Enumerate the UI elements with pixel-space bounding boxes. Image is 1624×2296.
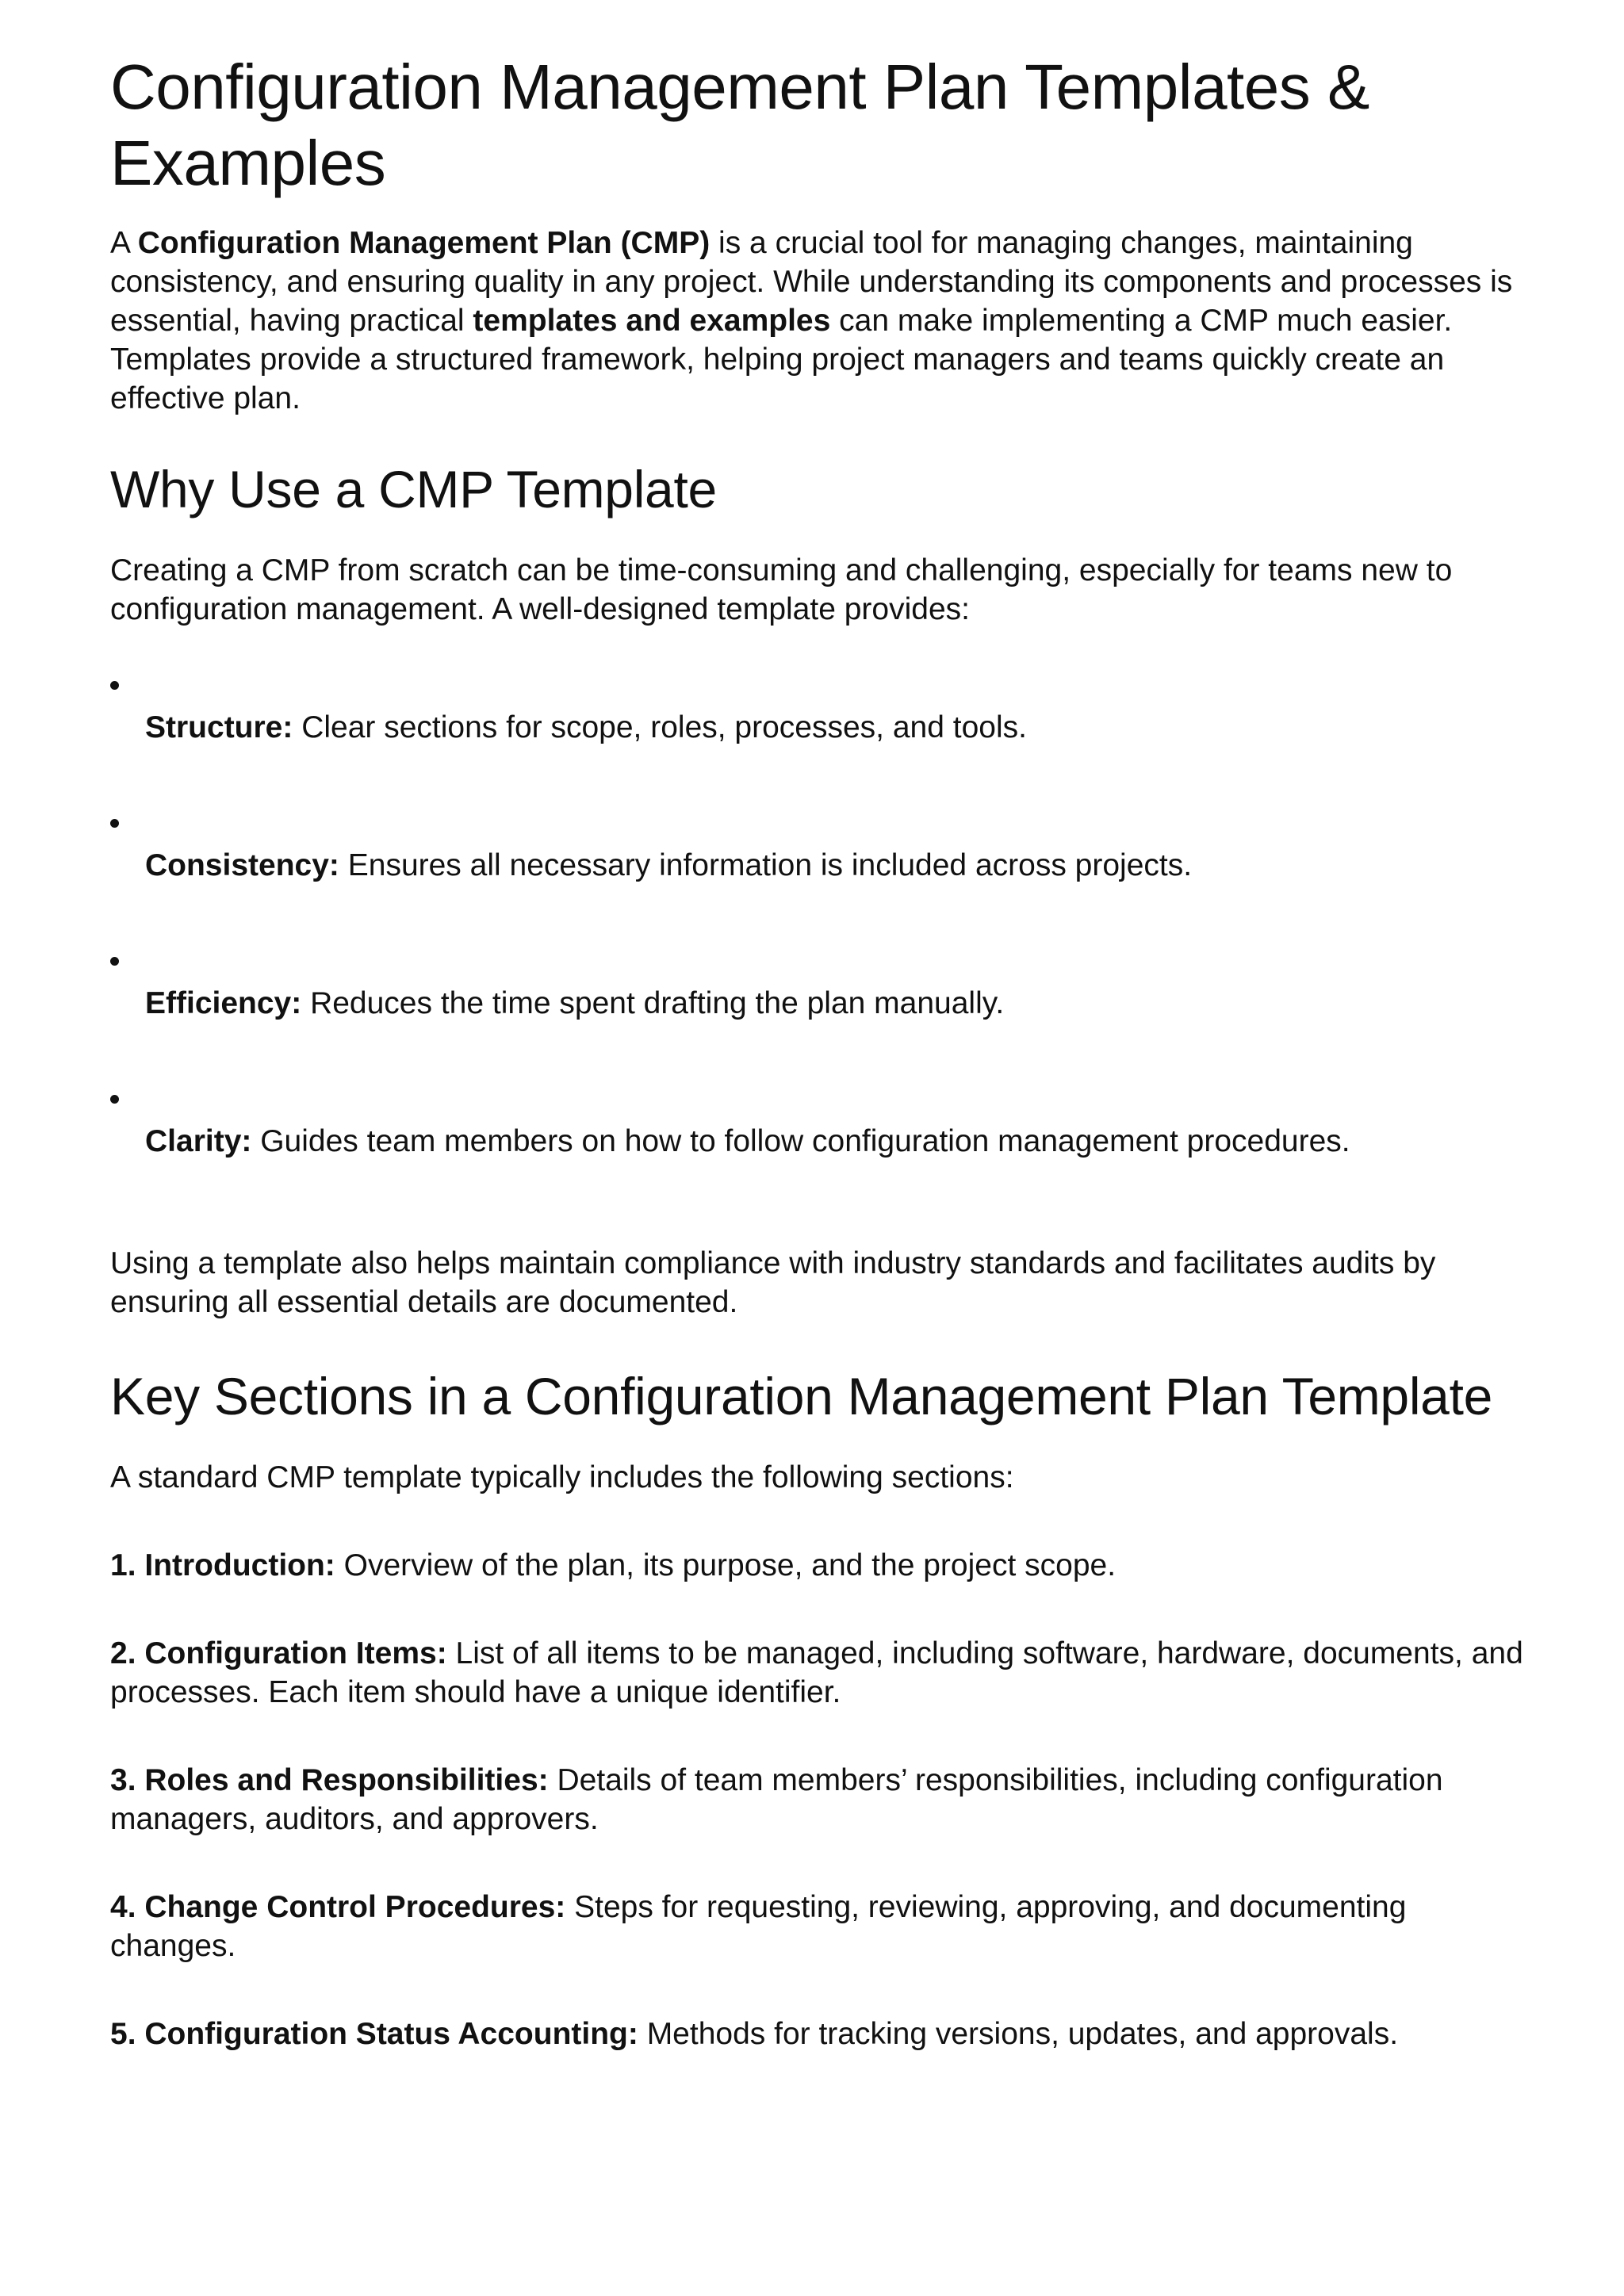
intro-bold-cmp: Configuration Management Plan (CMP) bbox=[137, 226, 710, 260]
list-item-label: 4. Change Control Procedures: bbox=[110, 1890, 566, 1924]
key-lead-paragraph: A standard CMP template typically includes the following sections: bbox=[110, 1460, 1014, 1494]
list-item-text bbox=[145, 708, 1027, 747]
list-item-text bbox=[110, 2015, 1530, 2053]
list-item-text bbox=[145, 846, 1192, 885]
list-item-body: Reduces the time spent drafting the plan manually. bbox=[301, 986, 1005, 1020]
list-item-text bbox=[110, 1634, 1530, 1712]
list-item bbox=[110, 681, 1530, 819]
list-item-text bbox=[145, 1122, 1350, 1161]
why-heading: Why Use a CMP Template bbox=[110, 460, 717, 519]
list-item-label: Structure: bbox=[145, 710, 293, 744]
why-closing-paragraph: Using a template also helps maintain compliance with industry standards and facilitates audits by ensuring all essential details are documented. bbox=[110, 1246, 1436, 1319]
document-page bbox=[110, 49, 1530, 2053]
list-item-body: Methods for tracking versions, updates, and approvals. bbox=[638, 2017, 1399, 2051]
list-item-body: Clear sections for scope, roles, processes, and tools. bbox=[293, 710, 1027, 744]
list-item-label: 3. Roles and Responsibilities: bbox=[110, 1763, 549, 1797]
intro-text-1: A bbox=[110, 226, 138, 260]
list-item-body: Guides team members on how to follow configuration management procedures. bbox=[251, 1124, 1350, 1158]
list-item bbox=[110, 1634, 1530, 1712]
list-item bbox=[110, 2015, 1530, 2053]
list-item bbox=[110, 1095, 1530, 1233]
list-item-body: Overview of the plan, its purpose, and the project scope. bbox=[335, 1548, 1116, 1582]
bullet-icon bbox=[110, 957, 119, 966]
list-item-label: Clarity: bbox=[145, 1124, 252, 1158]
list-item-label: 5. Configuration Status Accounting: bbox=[110, 2017, 638, 2051]
why-bullet-list bbox=[110, 681, 1530, 1233]
list-item-label: 1. Introduction: bbox=[110, 1548, 335, 1582]
list-item-body: Steps for requesting, reviewing, approving, and documenting changes. bbox=[110, 1890, 1407, 1963]
list-item bbox=[110, 957, 1530, 1095]
list-item bbox=[110, 1888, 1530, 1965]
bullet-icon bbox=[110, 1095, 119, 1104]
list-item bbox=[110, 819, 1530, 957]
intro-paragraph bbox=[110, 224, 1530, 418]
list-item-text bbox=[110, 1761, 1530, 1839]
list-item-text bbox=[110, 1546, 1530, 1585]
list-item-body: Ensures all necessary information is included across projects. bbox=[339, 848, 1193, 882]
list-item bbox=[110, 1546, 1530, 1585]
list-item-body: Details of team members’ responsibilities, including configuration managers, auditors, and approvers. bbox=[110, 1763, 1443, 1836]
list-item-body: List of all items to be managed, including software, hardware, documents, and processes. Each item should have a unique identifier. bbox=[110, 1636, 1523, 1709]
intro-text-3: can make implementing a CMP much easier. Templates provide a structured framework, helping project managers and teams quickly create an effective plan. bbox=[110, 304, 1453, 415]
bullet-icon bbox=[110, 681, 119, 690]
key-sections-heading: Key Sections in a Configuration Management Plan Template bbox=[110, 1367, 1493, 1425]
list-item-text bbox=[145, 984, 1004, 1023]
why-lead-paragraph: Creating a CMP from scratch can be time-consuming and challenging, especially for teams new to configuration management. A well-designed template provides: bbox=[110, 553, 1453, 626]
list-item-label: Efficiency: bbox=[145, 986, 302, 1020]
list-item-text bbox=[110, 1888, 1530, 1965]
bullet-icon bbox=[110, 819, 119, 828]
list-item bbox=[110, 1761, 1530, 1839]
intro-bold-templates: templates and examples bbox=[473, 304, 831, 338]
intro-text-2: is a crucial tool for managing changes, maintaining consistency, and ensuring quality in any project. While understanding its components and processes is essential, having practical bbox=[110, 226, 1513, 338]
list-item-label: 2. Configuration Items: bbox=[110, 1636, 447, 1670]
key-sections-list bbox=[110, 1546, 1530, 2053]
page-title: Configuration Management Plan Templates & Examples bbox=[110, 52, 1369, 198]
list-item-label: Consistency: bbox=[145, 848, 339, 882]
